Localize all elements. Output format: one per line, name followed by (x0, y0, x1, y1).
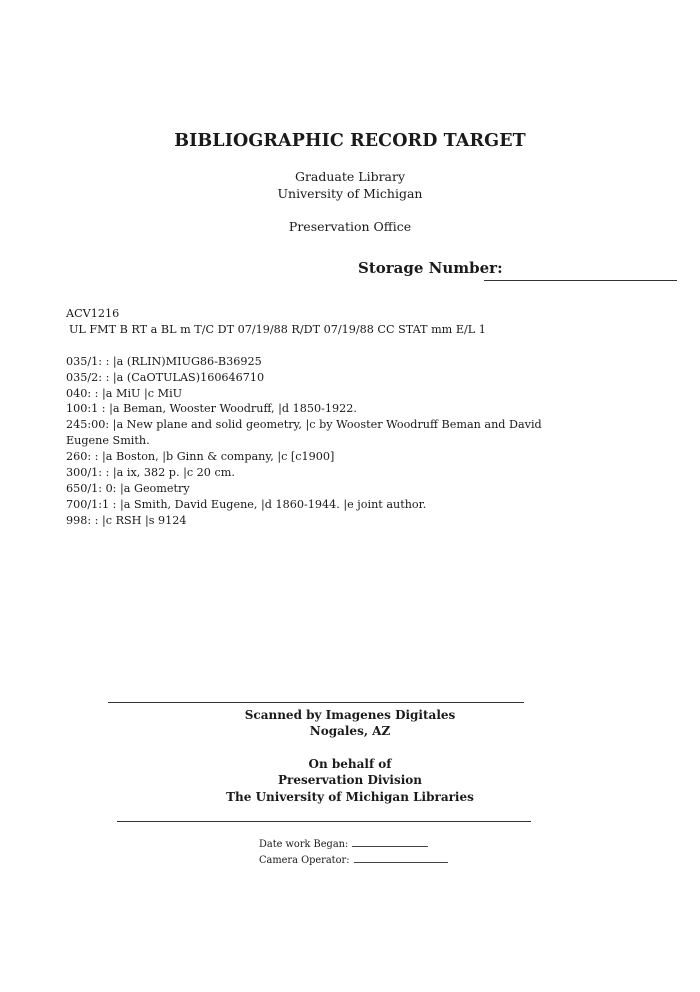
record-field: 700/1:1 : |a Smith, David Eugene, |d 1860-1944. |e joint author. (66, 497, 427, 511)
divider-top (108, 702, 524, 703)
record-field: 035/1: : |a (RLIN)MIUG86-B36925 (66, 354, 262, 368)
record-field: 260: : |a Boston, |b Ginn & company, |c [c1900] (66, 450, 335, 464)
date-began-row (259, 837, 448, 853)
record-field: 300/1: : |a ix, 382 p. |c 20 cm. (66, 466, 235, 480)
university-name: University of Michigan (277, 186, 423, 201)
libraries-name: The University of Michigan Libraries (226, 790, 474, 804)
storage-number-label: Storage Number: (358, 259, 503, 277)
work-log (259, 837, 448, 868)
scanned-by: Scanned by Imagenes Digitales (244, 708, 456, 722)
record-field: 100:1 : |a Beman, Wooster Woodruff, |d 1850-1922. (66, 402, 357, 416)
page-title: BIBLIOGRAPHIC RECORD TARGET (174, 131, 526, 151)
record-field: 245:00: |a New plane and solid geometry, |c by Wooster Woodruff Beman and David Eugene Smith. (66, 418, 542, 448)
camera-operator-row (259, 853, 448, 869)
storage-number-blank (484, 280, 677, 281)
bibliographic-record (66, 306, 626, 529)
office-name: Preservation Office (288, 219, 412, 234)
date-began-label: Date work Began: (259, 839, 349, 850)
record-format-line: UL FMT B RT a BL m T/C DT 07/19/88 R/DT 07/19/88 CC STAT mm E/L 1 (69, 322, 486, 336)
on-behalf-of: On behalf of (308, 757, 392, 771)
record-field: 998: : |c RSH |s 9124 (66, 513, 187, 527)
record-field: 040: : |a MiU |c MiU (66, 386, 183, 400)
scan-location: Nogales, AZ (309, 724, 391, 738)
camera-operator-label: Camera Operator: (259, 854, 350, 866)
record-id: ACV1216 (66, 307, 120, 320)
library-name: Graduate Library (294, 169, 406, 184)
date-began-blank (352, 837, 428, 847)
camera-operator-blank (354, 853, 448, 863)
record-field: 035/2: : |a (CaOTULAS)160646710 (66, 370, 265, 384)
divider-bottom (117, 821, 531, 822)
division-name: Preservation Division (278, 773, 422, 787)
record-field: 650/1: 0: |a Geometry (66, 481, 190, 495)
